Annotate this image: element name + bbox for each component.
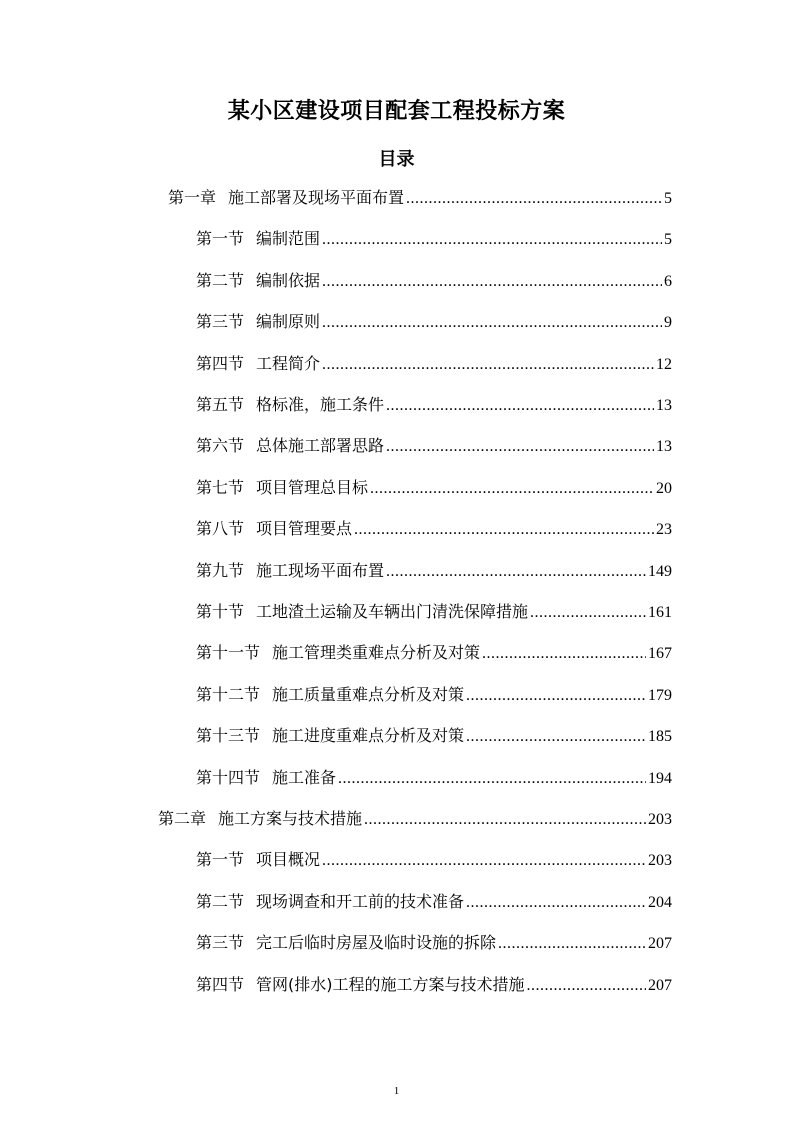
toc-dot-leader <box>322 353 654 377</box>
toc-entry-title: 项目管理要点 <box>256 519 353 538</box>
toc-entry[interactable] <box>196 434 672 458</box>
toc-entry[interactable] <box>196 973 672 997</box>
toc-entry-title: 现场调查和开工前的技术准备 <box>256 892 465 911</box>
toc-dot-leader <box>322 849 646 873</box>
toc-entry-title: 施工进度重难点分析及对策 <box>272 726 465 745</box>
toc-entry[interactable] <box>196 683 672 707</box>
toc-entry-page: 203 <box>648 852 672 869</box>
toc-dot-leader <box>322 228 662 252</box>
toc-entry-page: 179 <box>648 687 672 704</box>
toc-entry-number: 第十一节 <box>196 643 261 662</box>
toc-entry[interactable] <box>196 559 672 583</box>
toc-entry-number: 第四节 <box>196 354 245 373</box>
toc-entry-title: 项目概况 <box>256 850 321 869</box>
toc-entry-title: 编制原则 <box>256 312 321 331</box>
toc-dot-leader <box>530 601 646 625</box>
toc-dot-leader <box>466 725 646 749</box>
toc-entry-number: 第四节 <box>196 975 245 994</box>
toc-entry[interactable] <box>196 352 672 376</box>
toc-entry-page: 20 <box>656 480 672 497</box>
toc-entry[interactable] <box>196 310 672 334</box>
toc-dot-leader <box>386 394 654 418</box>
toc-entry[interactable] <box>196 766 672 790</box>
toc-entry-page: 203 <box>648 811 672 828</box>
toc-dot-leader <box>466 684 646 708</box>
toc-entry-number: 第十节 <box>196 602 245 621</box>
toc-entry-page: 161 <box>648 604 672 621</box>
toc-dot-leader <box>338 767 646 791</box>
toc-entry-number: 第六节 <box>196 436 245 455</box>
toc-entry-number: 第一章 <box>168 188 217 207</box>
toc-entry[interactable] <box>196 517 672 541</box>
toc-dot-leader <box>370 477 654 501</box>
toc-entry-number: 第一节 <box>196 229 245 248</box>
toc-entry-title: 总体施工部署思路 <box>256 436 385 455</box>
toc-entry[interactable] <box>196 476 672 500</box>
toc-entry-number: 第一节 <box>196 850 245 869</box>
toc-entry-title: 编制范围 <box>256 229 321 248</box>
toc-entry-title: 编制依据 <box>256 271 321 290</box>
toc-entry-page: 12 <box>656 356 672 373</box>
toc-entry-title: 工程简介 <box>256 354 321 373</box>
toc-entry-page: 13 <box>656 438 672 455</box>
page-number: 1 <box>393 1085 400 1097</box>
toc-dot-leader <box>386 560 646 584</box>
toc-entry-page: 194 <box>648 770 672 787</box>
toc-entry-number: 第五节 <box>196 395 245 414</box>
toc-entry-page: 6 <box>664 273 672 290</box>
toc-entry-page: 13 <box>656 397 672 414</box>
toc-entry[interactable] <box>196 393 672 417</box>
toc-entry-title: 施工质量重难点分析及对策 <box>272 685 465 704</box>
toc-entry-number: 第二节 <box>196 271 245 290</box>
toc-dot-leader <box>386 435 654 459</box>
toc-dot-leader <box>482 642 646 666</box>
toc-entry-page: 5 <box>664 190 672 207</box>
toc-dot-leader <box>498 932 646 956</box>
toc-entry[interactable] <box>196 724 672 748</box>
toc-entry-title: 施工部署及现场平面布置 <box>228 188 405 207</box>
toc-entry-number: 第七节 <box>196 478 245 497</box>
toc-entry-title: 项目管理总目标 <box>256 478 369 497</box>
toc-entry-page: 23 <box>656 521 672 538</box>
toc-entry-number: 第二章 <box>158 809 207 828</box>
toc-entry[interactable] <box>196 641 672 665</box>
toc-entry-title: 施工管理类重难点分析及对策 <box>272 643 481 662</box>
toc-entry[interactable] <box>196 227 672 251</box>
toc-entry-number: 第三节 <box>196 312 245 331</box>
toc-heading: 目录 <box>378 149 415 170</box>
toc-entry-title: 完工后临时房屋及临时设施的拆除 <box>256 933 497 952</box>
toc-entry[interactable] <box>196 269 672 293</box>
toc-entry-title: 施工准备 <box>272 768 337 787</box>
toc-entry-number: 第二节 <box>196 892 245 911</box>
toc-entry-title: 管网(排水)工程的施工方案与技术措施 <box>256 975 525 994</box>
toc-entry-number: 第十三节 <box>196 726 261 745</box>
toc-dot-leader <box>322 311 662 335</box>
toc-entry-page: 204 <box>648 894 672 911</box>
toc-dot-leader <box>322 270 662 294</box>
toc-entry-page: 149 <box>648 563 672 580</box>
toc-entry-page: 207 <box>648 935 672 952</box>
document-title: 某小区建设项目配套工程投标方案 <box>227 99 566 124</box>
toc-entry-title: 施工现场平面布置 <box>256 561 385 580</box>
toc-entry-title: 施工方案与技术措施 <box>218 809 363 828</box>
toc-entry-page: 207 <box>648 977 672 994</box>
toc-entry[interactable] <box>196 848 672 872</box>
toc-entry-page: 5 <box>664 231 672 248</box>
toc-entry-title: 格标准，施工条件 <box>256 395 385 414</box>
toc-entry[interactable] <box>196 600 672 624</box>
toc-entry-number: 第九节 <box>196 561 245 580</box>
toc-entry[interactable] <box>168 186 672 210</box>
toc-entry-number: 第三节 <box>196 933 245 952</box>
toc-entry-page: 9 <box>664 314 672 331</box>
toc-entry-page: 167 <box>648 645 672 662</box>
toc-entry-number: 第十二节 <box>196 685 261 704</box>
toc-dot-leader <box>466 891 646 915</box>
toc-entry[interactable] <box>196 931 672 955</box>
toc-entry-number: 第十四节 <box>196 768 261 787</box>
toc-dot-leader <box>406 187 662 211</box>
toc-dot-leader <box>527 974 646 998</box>
toc-entry-page: 185 <box>648 728 672 745</box>
toc-entry[interactable] <box>158 807 672 831</box>
toc-entry-number: 第八节 <box>196 519 245 538</box>
toc-entry-title: 工地渣土运输及车辆出门清洗保障措施 <box>256 602 529 621</box>
toc-dot-leader <box>364 808 646 832</box>
toc-entry[interactable] <box>196 890 672 914</box>
toc-dot-leader <box>354 518 654 542</box>
